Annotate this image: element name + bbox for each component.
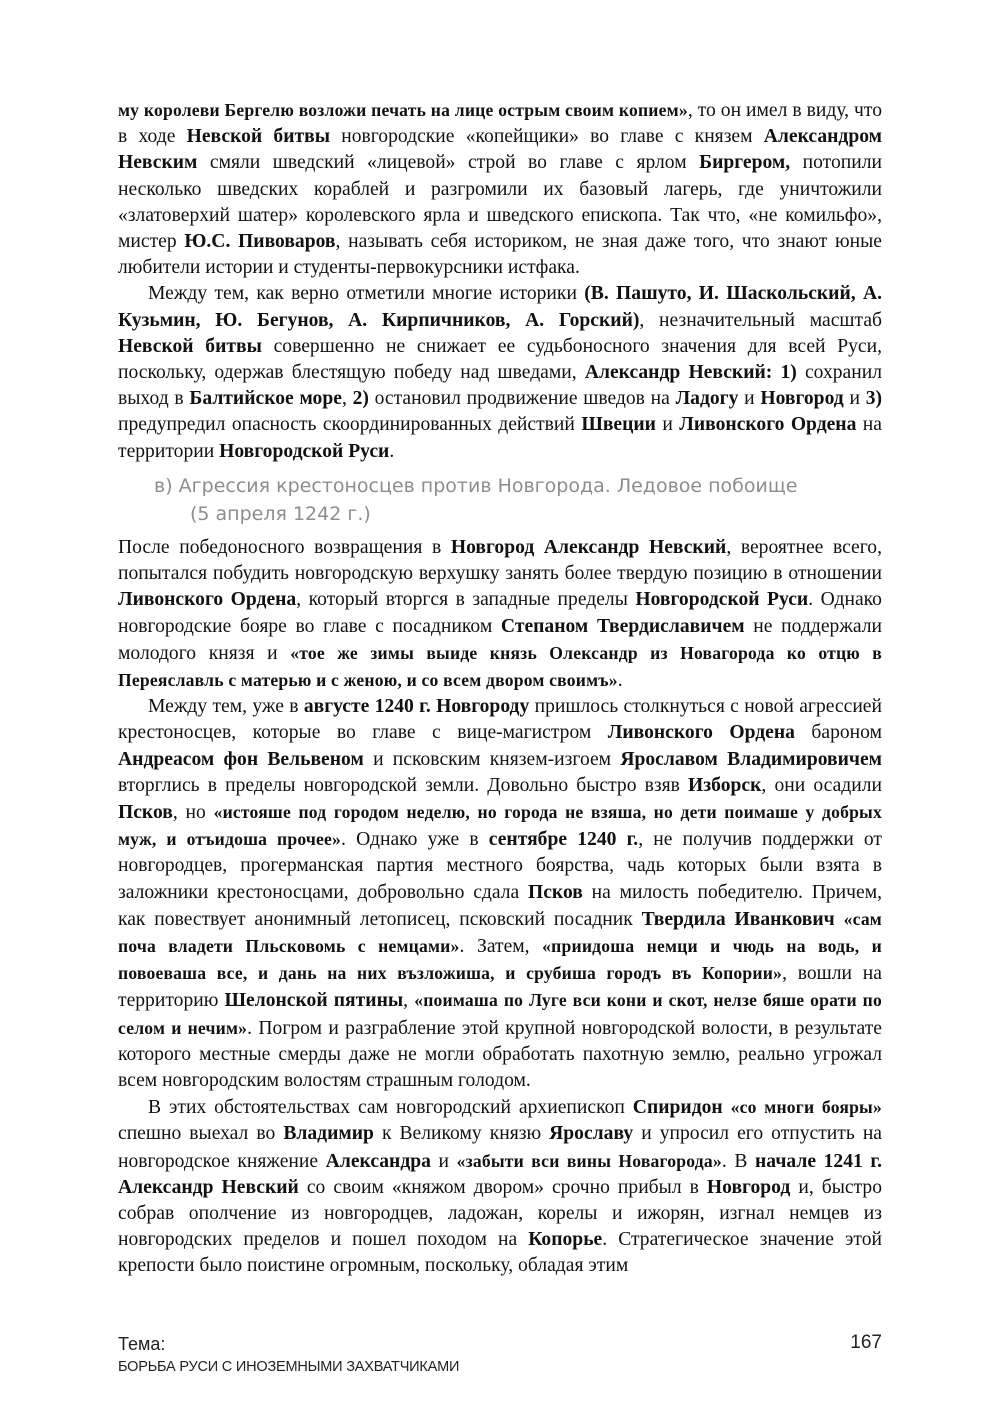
chronicle-quote: «забыти вси вины Новагорода» <box>456 1150 722 1171</box>
paragraph-4: Между тем, уже в августе 1240 г. Новгороду пришлось столкнуться с новой агрессией крестоносцев, которые во главе с вице-магистром Ливонского Ордена бароном Андреасом фон Вельвеном и псковским князем-изгоем Ярославом Владимировичем вторглись в пределы новгородской земли. Довольно быстро взяв Изборск, они осадили Псков, но «истояше под городом неделю, но города не взяша, но дети поимаше у добрых муж, и отъидоша прочее». Однако уже в сентябре 1240 г., не получив поддержки от новгородцев, прогерманская партия местного боярства, чадь которых были взята в заложники крестоносцами, добровольно сдала Псков на милость победителю. Причем, как повествует анонимный летописец, псковский посадник Твердила Иванкович «сам поча владети Пльсковомь с немцами». Затем, «приидоша немци и чюдь на водь, и повоеваша все, и дань на них възложиша, и срубиша городъ въ Копории», вошли на территорию Шелонской пятины, «поимаша по Луге вси кони и скот, нелзе бяше орати по селом и нечим». Погром и разграбление этой крупной новгородской волости, в результате которого местные смерды даже не могли обработать пахотную землю, реально угрожал всем новгородским волостям страшным голодом. <box>118 696 883 1092</box>
paragraph-5: В этих обстоятельствах сам новгородский архиепископ Спиридон «со многи бояры» спешно выехал во Владимир к Великому князю Ярославу и упросил его отпустить на новгородское княжение Александра и «забыти вси вины Новагорода». В начале 1241 г. Александр Невский со своим «княжом двором» срочно прибыл в Новгород и, быстро собрав ополчение из новгородцев, ладожан, корелы и ижорян, изгнал немцев из новгородских пределов и пошел походом на Копорье. Стратегическое значение этой крепости было поистине огромным, поскольку, обладая этим <box>118 1097 882 1277</box>
section-heading <box>154 472 854 528</box>
paragraph-3: После победоносного возвращения в Новгород Александр Невский, вероятнее всего, попытался побудить новгородскую верхушку занять более твердую позицию в отношении Ливонского Ордена, который вторгся в западные пределы Новгородской Руси. Однако новгородские бояре во главе с посадником Степаном Твердиславичем не поддержали молодого князя и «тое же зимы выиде князь Олександр из Новагорода ко отцю в Переяславль с матерью и с женою, и со всем двором своимъ». <box>118 537 882 692</box>
chronicle-quote: му королеви Бергелю возложи печать на лице острым своим копием» <box>118 100 688 120</box>
paragraph-2: Между тем, как верно отметили многие историки (В. Пашуто, И. Шаскольский, А. Кузьмин, Ю. Бегунов, А. Кирпичников, А. Горский), незначительный масштаб Невской битвы совершенно не снижает ее судьбоносного значения для всей Руси, поскольку, одержав блестящую победу над шведами, Александр Невский: 1) сохранил выход в Балтийское море, 2) остановил продвижение шведов на Ладогу и Новгород и 3) предупредил опасность скоординированных действий Швеции и Ливонского Ордена на территории Новгородской Руси. <box>118 283 883 462</box>
section-heading-line-2: (5 апреля 1242 г.) <box>190 503 371 525</box>
footer-topic-title: БОРЬБА РУСИ С ИНОЗЕМНЫМИ ЗАХВАТЧИКАМИ <box>118 1359 460 1375</box>
footer-topic-label: Тема: <box>118 1334 166 1354</box>
paragraph-1: му королеви Бергелю возложи печать на лице острым своим копием», то он имел в виду, что в ходе Невской битвы новгородские «копейщики» во главе с князем Александром Невским смяли шведский «лицевой» строй во главе с ярлом Биргером, потопили несколько шведских кораблей и разгромили их базовый лагерь, где уничтожили «златоверхий шатер» королевского ярла и шведского епископа. Так что, «не комильфо», мистер Ю.С. Пивоваров, называть себя историком, не зная даже того, что знают юные любители истории и студенты-первокурсники истфака. <box>118 100 883 279</box>
chronicle-quote: «поимаша по Луге вси кони и скот, нелзе бяше орати по селом и нечим» <box>118 990 883 1038</box>
text-column-bottom <box>118 535 882 1280</box>
chronicle-quote: «со многи бояры» <box>730 1097 882 1118</box>
text-column-top <box>118 97 882 465</box>
chronicle-quote: «приидоша немци и чюдь на водь, и повоеваша все, и дань на них възложиша, и срубиша городъ въ Копории» <box>118 936 882 984</box>
chronicle-quote: «истояше под городом неделю, но города не взяша, но дети поимаше у добрых муж, и отъидоша прочее» <box>118 802 882 850</box>
chronicle-quote: «сам поча владети Пльсковомь с немцами» <box>118 908 882 957</box>
page-number: 167 <box>850 1332 882 1353</box>
chronicle-quote: «тое же зимы выиде князь Олександр из Новагорода ко отцю в Переяславль с матерью и с женою, и со всем двором своимъ» <box>118 642 882 691</box>
section-heading-line-1: в) Агрессия крестоносцев против Новгорода. Ледовое побоище <box>154 475 798 497</box>
